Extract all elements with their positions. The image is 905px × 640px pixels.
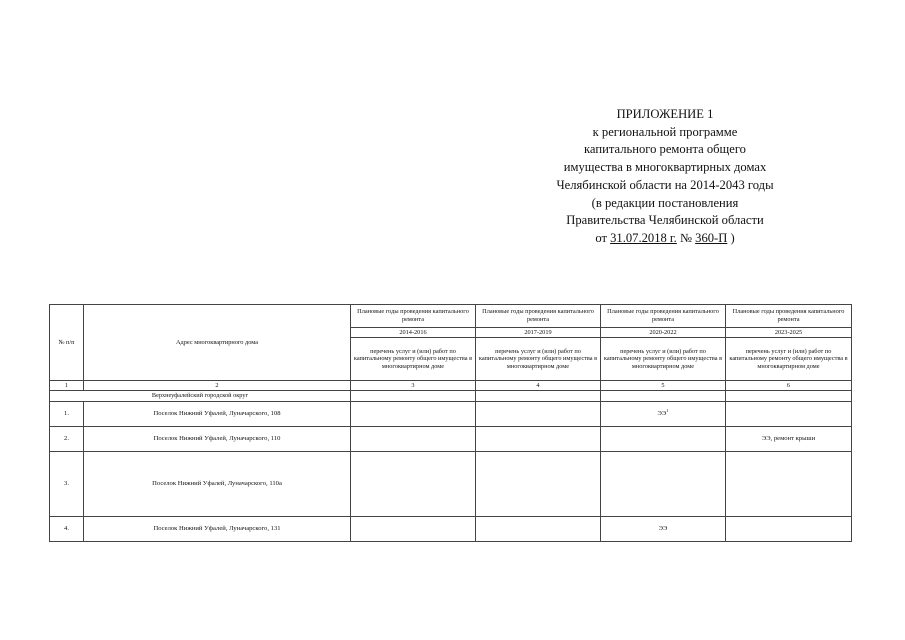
period-title: Плановые годы проведения капитального ремонта: [601, 305, 726, 328]
period-title: Плановые годы проведения капитального ремонта: [351, 305, 476, 328]
date-prefix: от: [595, 230, 611, 245]
row-number: 2.: [50, 427, 84, 452]
period-cell: ЭЭ, ремонт крыши: [726, 427, 852, 452]
period-cell: ЭЭ: [601, 517, 726, 542]
table-row: [50, 517, 852, 542]
works-header: перечень услуг и (или) работ по капитальному ремонту общего имущества в многоквартирном доме: [476, 338, 601, 381]
address-header: Адрес многоквартирного дома: [84, 305, 351, 381]
appendix-line: имущества в многоквартирных домах: [563, 160, 767, 175]
period-title: Плановые годы проведения капитального ремонта: [726, 305, 852, 328]
appendix-line: к региональной программе: [592, 124, 738, 139]
period-cell: [601, 427, 726, 452]
row-address: Поселок Нижний Уфалей, Луначарского, 110: [84, 427, 351, 452]
section-row: [50, 391, 852, 402]
number-prefix: №: [679, 230, 696, 245]
column-number-row: [50, 381, 852, 391]
footnote-marker: 1: [666, 408, 669, 414]
column-number: 5: [601, 381, 726, 391]
column-number: 6: [726, 381, 852, 391]
row-address: Поселок Нижний Уфалей, Луначарского, 131: [84, 517, 351, 542]
period-cell: [601, 402, 726, 427]
appendix-line: Челябинской области на 2014-2043 годы: [556, 177, 774, 192]
num-header: № п/п: [50, 305, 84, 381]
works-header: перечень услуг и (или) работ по капитальному ремонту общего имущества в многоквартирном доме: [726, 338, 852, 381]
period-label: 2020-2022: [601, 328, 726, 338]
period-cell: [351, 427, 476, 452]
period-cell: [476, 427, 601, 452]
period-label: 2014-2016: [351, 328, 476, 338]
period-cell: [726, 402, 852, 427]
resolution-number: 360-П: [695, 230, 728, 245]
row-address: Поселок Нижний Уфалей, Луначарского, 110а: [84, 452, 351, 517]
period-cell: [476, 517, 601, 542]
period-cell: [476, 402, 601, 427]
section-title: Верхнеуфалейский городской округ: [50, 391, 351, 402]
closing-paren: ): [727, 230, 735, 245]
appendix-line: Правительства Челябинской области: [566, 213, 764, 228]
column-number: 2: [84, 381, 351, 391]
period-cell: [351, 517, 476, 542]
period-cell: [351, 402, 476, 427]
period-label: 2023-2025: [726, 328, 852, 338]
repair-schedule-table: [49, 304, 852, 542]
resolution-date: 31.07.2018 г.: [610, 230, 677, 245]
row-number: 4.: [50, 517, 84, 542]
work-code: ЭЭ: [657, 410, 667, 418]
period-cell: [476, 452, 601, 517]
column-number: 1: [50, 381, 84, 391]
appendix-header: [520, 106, 810, 248]
column-number: 4: [476, 381, 601, 391]
period-cell: [726, 452, 852, 517]
resolution-reference: [520, 230, 810, 248]
period-label: 2017-2019: [476, 328, 601, 338]
works-header: перечень услуг и (или) работ по капитальному ремонту общего имущества в многоквартирном доме: [601, 338, 726, 381]
works-header: перечень услуг и (или) работ по капитальному ремонту общего имущества в многоквартирном доме: [351, 338, 476, 381]
period-cell: [351, 452, 476, 517]
row-number: 3.: [50, 452, 84, 517]
table-row: [50, 452, 852, 517]
header-row: [50, 305, 852, 328]
row-address: Поселок Нижний Уфалей, Луначарского, 108: [84, 402, 351, 427]
table-row: [50, 402, 852, 427]
appendix-line: капитального ремонта общего: [584, 142, 746, 157]
period-title: Плановые годы проведения капитального ремонта: [476, 305, 601, 328]
period-cell: [726, 517, 852, 542]
row-number: 1.: [50, 402, 84, 427]
appendix-title: ПРИЛОЖЕНИЕ 1: [616, 107, 714, 121]
table-row: [50, 427, 852, 452]
period-cell: [601, 452, 726, 517]
appendix-line: (в редакции постановления: [591, 195, 739, 210]
column-number: 3: [351, 381, 476, 391]
